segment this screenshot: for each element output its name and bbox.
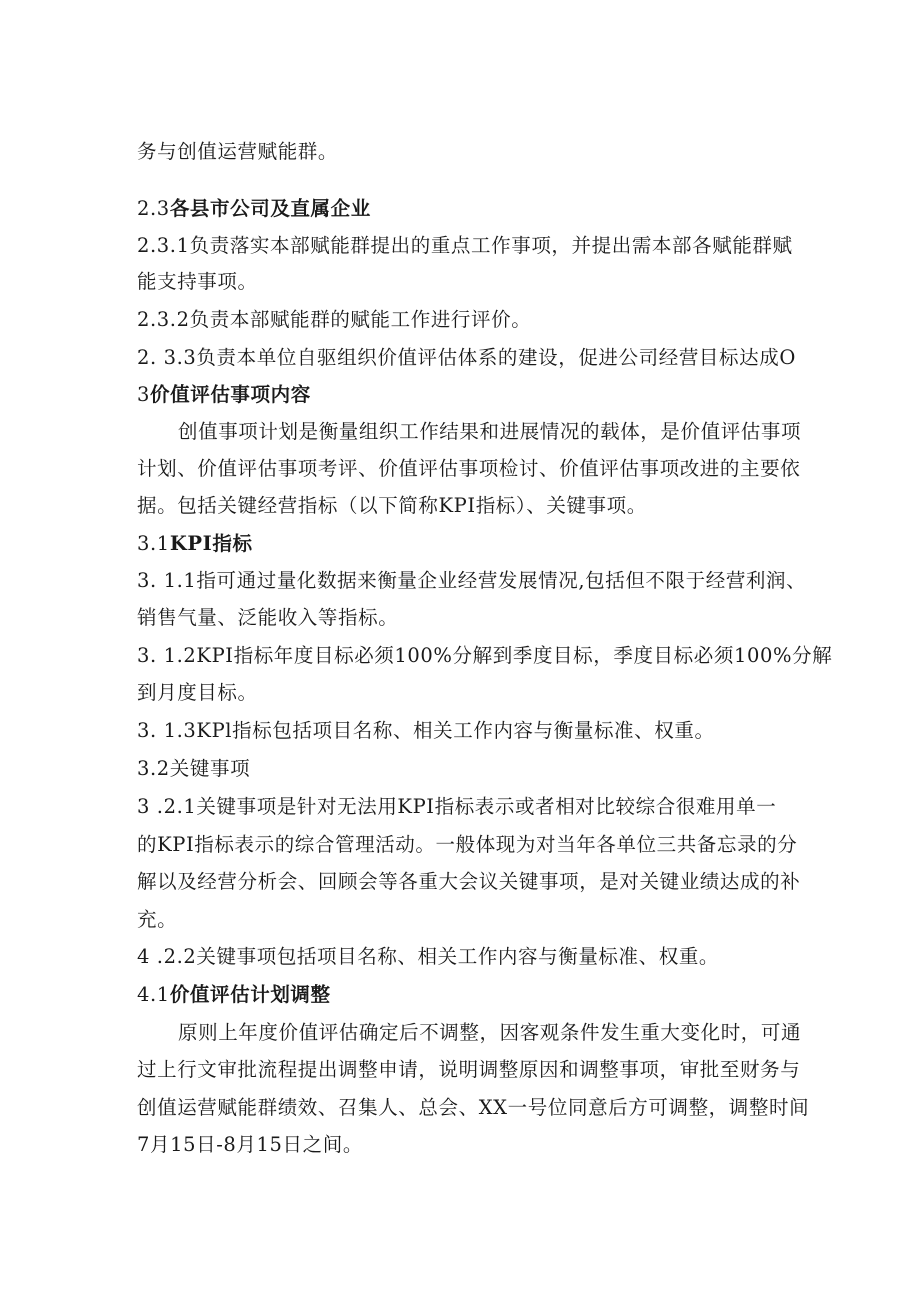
section-heading [137, 381, 807, 409]
paragraph-line: 计划、价值评估事项考评、价值评估事项检讨、价值评估事项改进的主要依 [137, 457, 801, 480]
paragraph-line: 3 .2.1关键事项是针对无法用KPI指标表示或者相对比较综合很难用单一 [137, 795, 777, 818]
paragraph-line: 2.3.1负责落实本部赋能群提出的重点工作事项，并提出需本部各赋能群赋 [137, 234, 793, 257]
paragraph-line: 原则上年度价值评估确定后不调整，因客观条件发生重大变化时，可通 [178, 1021, 802, 1044]
heading-number: 4.1 [137, 983, 170, 1006]
paragraph-line: 创值运营赋能群绩效、召集人、总会、XX一号位同意后方可调整，调整时间 [137, 1096, 810, 1119]
paragraph-line: 创值事项计划是衡量组织工作结果和进展情况的载体，是价值评估事项 [178, 420, 802, 443]
paragraph-line: 到月度目标。 [137, 681, 258, 704]
paragraph-line: 2.3.2负责本部赋能群的赋能工作进行评价。 [137, 308, 532, 331]
paragraph-line: 3. 1.2KPI指标年度目标必须100%分解到季度目标，季度目标必须100%分解 [137, 644, 833, 667]
paragraph-line: 解以及经营分析会、回顾会等各重大会议关键事项，是对关键业绩达成的补 [137, 870, 801, 893]
paragraph-line: 的KPI指标表示的综合管理活动。一般体现为对当年各单位三共备忘录的分 [137, 833, 798, 856]
paragraph-line: 充。 [137, 908, 178, 931]
section-heading [137, 981, 807, 1009]
paragraph-line: 3.2关键事项 [137, 757, 251, 780]
paragraph-line: 4 .2.2关键事项包括项目名称、相关工作内容与衡量标准、权重。 [137, 945, 720, 968]
paragraph-line: 能支持事项。 [137, 270, 258, 293]
paragraph-line: 3. 1.1指可通过量化数据来衡量企业经营发展情况,包括但不限于经营利润、 [137, 569, 807, 592]
paragraph-line: 销售气量、泛能收入等指标。 [137, 606, 399, 629]
heading-number: 2.3 [137, 197, 170, 220]
paragraph-line: 务与创值运营赋能群。 [137, 140, 339, 163]
paragraph-line: 过上行文审批流程提出调整申请，说明调整原因和调整事项，审批至财务与 [137, 1058, 801, 1081]
heading-text: 各县市公司及直属企业 [169, 197, 371, 220]
heading-text: KPI指标 [169, 532, 253, 555]
paragraph-line: 据。包括关键经营指标（以下简称KPI指标）、关键事项。 [137, 494, 647, 517]
heading-text: 价值评估计划调整 [169, 983, 331, 1006]
heading-number: 3 [137, 383, 151, 406]
paragraph-line: 2. 3.3负责本单位自驱组织价值评估体系的建设，促进公司经营目标达成O [137, 346, 796, 369]
heading-text: 价值评估事项内容 [150, 383, 311, 406]
paragraph-line: 7月15日-8月15日之间。 [137, 1133, 363, 1156]
section-heading [137, 195, 807, 223]
paragraph-line: 3. 1.3KPl指标包括项目名称、相关工作内容与衡量标准、权重。 [137, 719, 715, 742]
heading-number: 3.1 [137, 532, 170, 555]
section-heading [137, 530, 807, 558]
